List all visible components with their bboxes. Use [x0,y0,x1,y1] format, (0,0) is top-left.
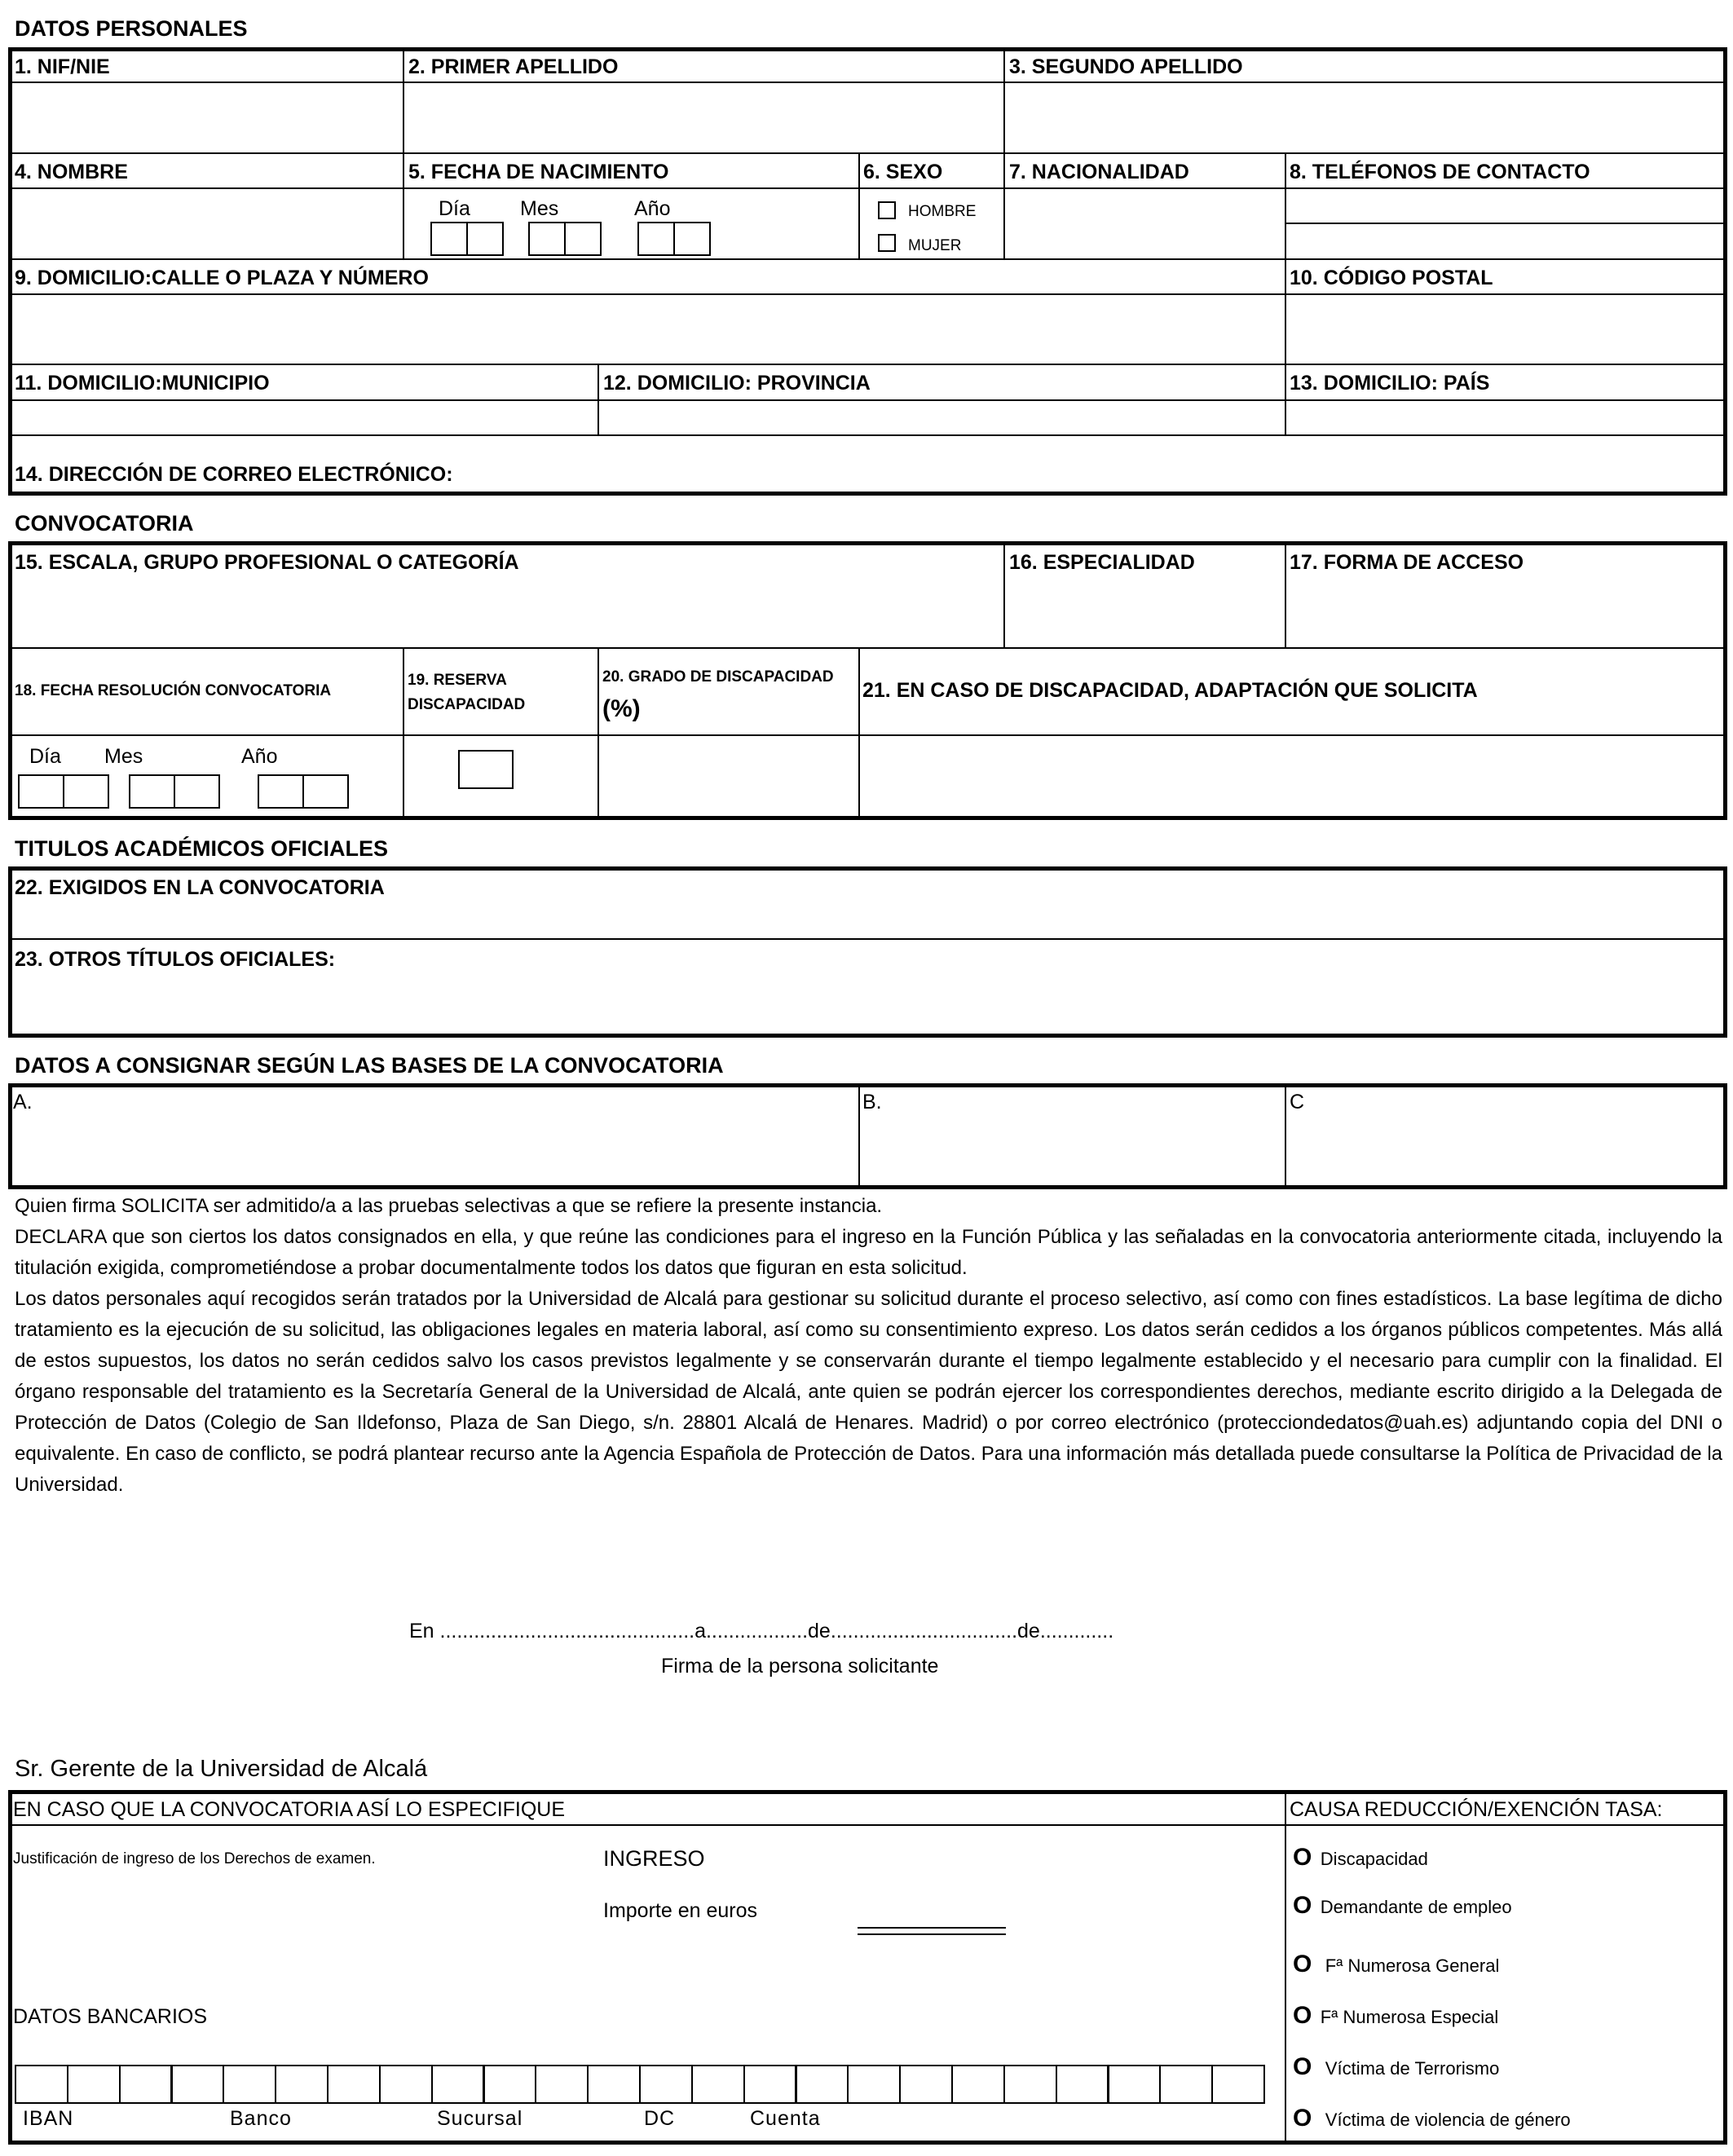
bank-digit-cell[interactable] [535,2065,589,2104]
female-label: MUJER [908,237,962,254]
percent-label: (%) [602,695,641,722]
required-degrees-label: 22. EXIGIDOS EN LA CONVOCATORIA [15,876,385,899]
nationality-label: 7. NACIONALIDAD [1009,161,1189,183]
email-field[interactable] [424,456,1724,492]
branch-label: Sucursal [437,2107,523,2130]
male-label: HOMBRE [908,203,977,220]
second-surname-field[interactable] [1007,84,1724,151]
nif-label: 1. NIF/NIE [15,55,110,78]
bank-digit-cell[interactable] [1159,2065,1213,2104]
specialty-field[interactable] [1007,580,1283,646]
birth-day-digit-1[interactable] [430,222,468,256]
amount-field[interactable] [858,1927,1006,1935]
account-label: Cuenta [750,2107,821,2130]
fee-header: CAUSA REDUCCIÓN/EXENCIÓN TASA: [1290,1798,1663,1821]
email-label: 14. DIRECCIÓN DE CORREO ELECTRÓNICO: [15,463,453,486]
resolution-date-label: 18. FECHA RESOLUCIÓN CONVOCATORIA [15,682,332,699]
fee-option-label: Fª Numerosa Especial [1320,2007,1499,2027]
scale-label: 15. ESCALA, GRUPO PROFESIONAL O CATEGORÍA [15,551,519,574]
specialty-label: 16. ESPECIALIDAD [1009,551,1195,574]
reserve-label-2: DISCAPACIDAD [408,696,526,713]
access-form-field[interactable] [1288,580,1724,646]
bank-digit-cell[interactable] [691,2065,745,2104]
phones-label: 8. TELÉFONOS DE CONTACTO [1290,161,1590,183]
declare-paragraph: DECLARA que son ciertos los datos consignados en ella, y que reúne las condiciones para el ingreso en la Función Pública y las señaladas en la convocatoria anteriormente citada, incluyendo la titulación exigida, comprometiéndose a probar documentalmente todos los datos que figuran en esta solicitud. [15,1226,1722,1279]
place-date-line[interactable]: En .............................................a..................de.................................de............. [409,1620,1114,1642]
other-degrees-field[interactable] [11,975,1724,1034]
name-label: 4. NOMBRE [15,161,128,183]
bank-digit-cell[interactable] [951,2065,1005,2104]
bank-digit-cell[interactable] [431,2065,485,2104]
radio-circle-icon[interactable]: O [1293,1951,1312,1977]
section-title-call: CONVOCATORIA [15,511,194,536]
province-label: 12. DOMICILIO: PROVINCIA [603,372,871,395]
country-label: 13. DOMICILIO: PAÍS [1290,372,1490,395]
first-surname-field[interactable] [406,84,1002,151]
fee-option-gender-violence-victim[interactable] [1293,2105,1571,2132]
section-title-personal: DATOS PERSONALES [15,16,248,41]
resolution-day-digit-2[interactable] [63,774,109,809]
female-checkbox[interactable] [878,234,896,252]
radio-circle-icon[interactable]: O [1293,2053,1312,2080]
birth-month-label: Mes [520,197,559,220]
birth-month-digit-1[interactable] [528,222,566,256]
access-form-label: 17. FORMA DE ACCESO [1290,551,1524,574]
required-degrees-field[interactable] [11,903,1724,937]
resolution-year-label: Año [241,745,278,768]
disability-degree-field[interactable] [601,737,857,817]
municipality-field[interactable] [11,402,596,434]
bases-a-label: A. [13,1091,33,1113]
disability-reserve-box[interactable] [458,750,514,789]
fee-option-label: Víctima de violencia de género [1325,2110,1571,2130]
other-degrees-label: 23. OTROS TÍTULOS OFICIALES: [15,948,336,971]
bases-a-field[interactable] [11,1117,857,1186]
bank-digit-cell[interactable] [587,2065,641,2104]
declaration-text [15,1191,1722,1501]
reserve-label-1: 19. RESERVA [408,672,507,689]
payment-header: EN CASO QUE LA CONVOCATORIA ASÍ LO ESPECIFIQUE [13,1798,566,1821]
address-label: 9. DOMICILIO:CALLE O PLAZA Y NÚMERO [15,267,429,289]
bank-digit-cell[interactable] [796,2065,849,2104]
bank-digit-cell[interactable] [847,2065,901,2104]
bank-digit-cell[interactable] [1211,2065,1265,2104]
bank-label: Banco [230,2107,292,2130]
resolution-year-digit-1[interactable] [258,774,304,809]
resolution-month-digit-1[interactable] [129,774,175,809]
radio-circle-icon[interactable]: O [1293,1844,1312,1871]
section-title-degrees: TITULOS ACADÉMICOS OFICIALES [15,836,388,861]
bank-digit-cell[interactable] [379,2065,433,2104]
birthdate-label: 5. FECHA DE NACIMIENTO [408,161,669,183]
section-title-bases: DATOS A CONSIGNAR SEGÚN LAS BASES DE LA CONVOCATORIA [15,1053,724,1078]
fee-justification-label: Justificación de ingreso de los Derechos de examen. [13,1850,376,1867]
municipality-label: 11. DOMICILIO:MUNICIPIO [15,372,270,395]
resolution-year-digit-2[interactable] [302,774,349,809]
privacy-paragraph: Los datos personales aquí recogidos serán tratados por la Universidad de Alcalá para gestionar su solicitud durante el proceso selectivo, así como con fines estadísticos. La base legítima de dicho tratamiento es la ejecución de su solicitud, las obligaciones legales en materia laboral, así como su consentimiento expreso. Los datos serán cedidos a los órganos públicos competentes. Más allá de estos supuestos, los datos no serán cedidos salvo los casos previstos legalmente y se conservarán durante el tiempo legalmente establecido y el necesario para cumplir con la finalidad. El órgano responsable del tratamiento es la Secretaría General de la Universidad de Alcalá, ante quien se podrán ejercer los correspondientes derechos, mediante escrito dirigido a la Delegada de Protección de Datos (Colegio de San Ildefonso, Plaza de San Diego, s/n. 28801 Alcalá de Henares. Madrid) o por correo electrónico (protecciondedatos@uah.es) adjuntando copia del DNI o equivalente. En caso de conflicto, se podrá plantear recurso ante la Agencia Española de Protección de Datos. Para una información más detallada puede consultarse la Política de Privacidad de la Universidad. [15,1288,1722,1496]
signature-label: Firma de la persona solicitante [661,1655,939,1678]
bases-c-field[interactable] [1288,1117,1724,1186]
bank-digit-cell[interactable] [1056,2065,1109,2104]
birth-day-digit-2[interactable] [466,222,504,256]
postal-code-field[interactable] [1288,296,1724,363]
address-field[interactable] [11,296,1283,363]
first-surname-label: 2. PRIMER APELLIDO [408,55,619,78]
request-paragraph: Quien firma SOLICITA ser admitido/a a las pruebas selectivas a que se refiere la presente instancia. [15,1195,883,1217]
nif-field[interactable] [11,84,401,151]
birth-year-label: Año [634,197,671,220]
fee-option-label: Fª Numerosa General [1325,1955,1500,1976]
fee-option-job-seeker[interactable] [1293,1892,1512,1920]
dc-label: DC [644,2107,676,2130]
bank-digit-cell[interactable] [223,2065,276,2104]
fee-option-label: Víctima de Terrorismo [1325,2058,1500,2079]
birth-day-label: Día [439,197,470,220]
adaptation-label: 21. EN CASO DE DISCAPACIDAD, ADAPTACIÓN QUE SOLICITA [862,679,1478,702]
birth-year-digit-2[interactable] [673,222,711,256]
addressee: Sr. Gerente de la Universidad de Alcalá [15,1756,428,1782]
radio-circle-icon[interactable]: O [1293,2002,1312,2029]
resolution-day-label: Día [29,745,61,768]
bank-digit-cell[interactable] [275,2065,329,2104]
radio-circle-icon[interactable]: O [1293,1892,1312,1919]
nationality-field[interactable] [1007,190,1283,257]
bank-digit-cell[interactable] [171,2065,225,2104]
birth-month-digit-2[interactable] [564,222,602,256]
fee-option-terrorism-victim[interactable] [1293,2053,1499,2081]
iban-label: IBAN [23,2107,74,2130]
fee-option-large-family-general[interactable] [1293,1951,1499,1978]
bank-digit-cell[interactable] [67,2065,121,2104]
scale-field[interactable] [11,580,1002,646]
bank-digit-cell[interactable] [1108,2065,1162,2104]
bank-digit-cell[interactable] [639,2065,693,2104]
fee-option-label: Discapacidad [1320,1849,1428,1869]
disability-degree-label: 20. GRADO DE DISCAPACIDAD [602,668,834,686]
bank-data-label: DATOS BANCARIOS [13,2005,208,2028]
bases-c-label: C [1290,1091,1305,1113]
adaptation-field[interactable] [862,737,1724,817]
province-field[interactable] [601,402,1283,434]
bank-digit-cell[interactable] [899,2065,953,2104]
name-field[interactable] [11,190,401,257]
bases-b-field[interactable] [862,1117,1283,1186]
resolution-day-digit-1[interactable] [18,774,64,809]
bank-digit-cell[interactable] [15,2065,68,2104]
radio-circle-icon[interactable]: O [1293,2105,1312,2132]
resolution-month-digit-2[interactable] [174,774,220,809]
fee-option-label: Demandante de empleo [1320,1897,1512,1917]
ingreso-label: INGRESO [603,1846,705,1871]
fee-option-disability[interactable] [1293,1844,1428,1872]
second-surname-label: 3. SEGUNDO APELLIDO [1009,55,1243,78]
phone-field-2[interactable] [1288,225,1724,257]
bases-b-label: B. [862,1091,882,1113]
postal-code-label: 10. CÓDIGO POSTAL [1290,267,1493,289]
phone-field-1[interactable] [1288,190,1724,222]
bank-digit-cell[interactable] [1003,2065,1057,2104]
bank-digit-cell[interactable] [743,2065,797,2104]
male-checkbox[interactable] [878,201,896,219]
bank-account-grid [15,2065,1263,2104]
bank-digit-cell[interactable] [327,2065,381,2104]
country-field[interactable] [1288,402,1724,434]
sex-label: 6. SEXO [863,161,943,183]
bank-digit-cell[interactable] [119,2065,173,2104]
birth-year-digit-1[interactable] [637,222,675,256]
amount-label: Importe en euros [603,1899,757,1922]
bank-digit-cell[interactable] [483,2065,537,2104]
resolution-month-label: Mes [104,745,143,768]
fee-option-large-family-special[interactable] [1293,2002,1498,2030]
